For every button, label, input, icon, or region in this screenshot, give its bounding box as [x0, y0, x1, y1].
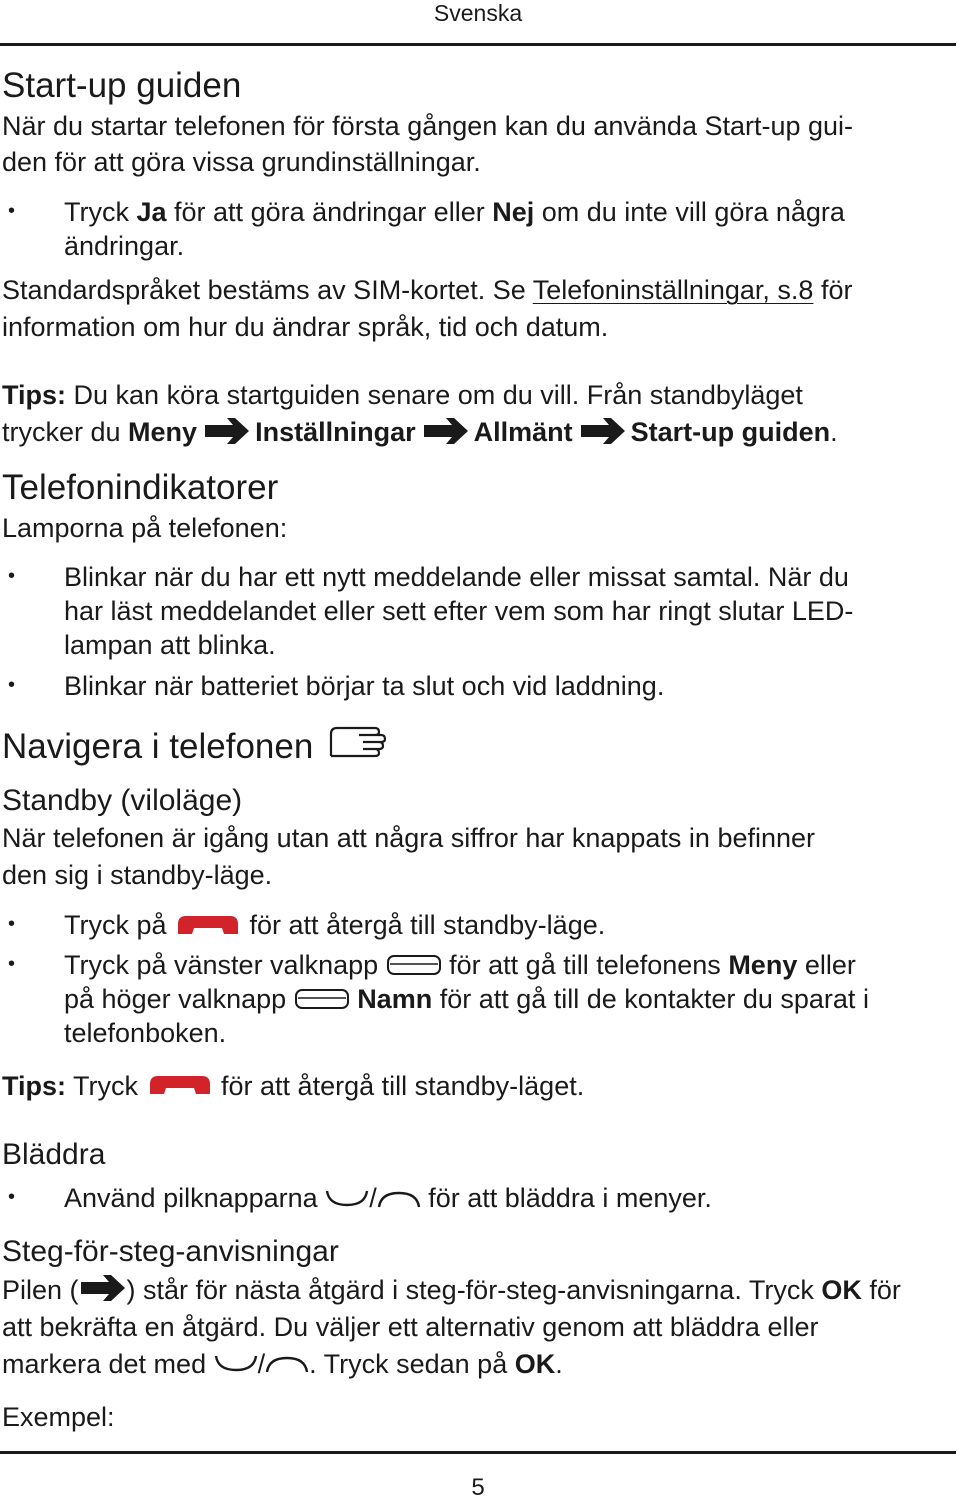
arrow-right-icon: [422, 417, 470, 454]
bullet: •: [8, 200, 16, 222]
bullet: •: [8, 565, 16, 587]
bullet: •: [8, 1186, 16, 1208]
bottom-rule: [0, 1451, 956, 1454]
indicators-bullet1-line2: har läst meddelandet eller sett efter vem som har ringt slutar LED-: [64, 596, 854, 626]
bullet: •: [8, 674, 16, 696]
scroll-up-icon: [265, 1347, 309, 1384]
steps-example: Exempel:: [2, 1402, 115, 1432]
page-number: 5: [471, 1474, 485, 1501]
startup-tips-line1: Tips: Du kan köra startguiden senare om du vill. Från standbyläget: [2, 380, 803, 410]
startup-bullet-line2: ändringar.: [64, 231, 185, 261]
standby-tips: Tips: Tryck för att återgå till standby-läget.: [2, 1068, 584, 1106]
startup-std-line1: Standardspråket bestäms av SIM-kortet. Se Telefoninställningar, s.8 för: [2, 275, 853, 305]
steps-line2: att bekräfta en åtgärd. Du väljer ett alternativ genom att bläddra eller: [2, 1312, 819, 1342]
standby-bullet2-line2: på höger valknapp Namn för att gå till de kontakter du sparat i: [64, 982, 954, 1018]
scroll-bullet: Använd pilknapparna / för att bläddra i menyer.: [64, 1181, 954, 1217]
scroll-heading: Bläddra: [2, 1138, 106, 1171]
indicators-heading: Telefonindikatorer: [2, 468, 279, 507]
end-call-key-icon: [174, 910, 242, 944]
indicators-bullet1-line3: lampan att blinka.: [64, 630, 276, 660]
startup-std-line2: information om hur du ändrar språk, tid och datum.: [2, 312, 609, 342]
standby-bullet2-line1: Tryck på vänster valknapp för att gå till telefonens Meny eller: [64, 948, 954, 984]
bullet: •: [8, 953, 16, 975]
startup-intro-line2: den för att göra vissa grundinställningar.: [2, 147, 481, 177]
steps-line3: markera det med / . Tryck sedan på OK.: [2, 1346, 563, 1384]
language-header: Svenska: [433, 0, 523, 26]
standby-para-line1: När telefonen är igång utan att några siffror har knappats in befinner: [2, 823, 816, 853]
indicators-intro: Lamporna på telefonen:: [2, 513, 288, 543]
indicators-bullet1-line1: Blinkar när du har ett nytt meddelande eller missat samtal. När du: [64, 562, 849, 592]
startup-tips-line2: trycker du Meny Inställningar Allmänt Start-up guiden.: [2, 414, 838, 454]
startup-bullet-line1: Tryck Ja för att göra ändringar eller Nej om du inte vill göra några: [64, 197, 845, 227]
left-softkey-icon: [386, 950, 442, 984]
navigate-heading: Navigera i telefonen: [2, 726, 387, 769]
scroll-down-icon: [214, 1347, 258, 1384]
bullet: •: [8, 913, 16, 935]
steps-line1: Pilen ( ) står för nästa åtgärd i steg-för-steg-anvisningarna. Tryck OK för: [2, 1272, 901, 1312]
arrow-right-icon: [203, 417, 251, 454]
startup-heading: Start-up guiden: [2, 66, 242, 105]
indicators-bullet2: Blinkar när batteriet börjar ta slut och vid laddning.: [64, 671, 665, 701]
right-softkey-icon: [294, 984, 350, 1018]
scroll-down-icon: [325, 1183, 369, 1217]
top-rule: [0, 43, 956, 46]
settings-link[interactable]: Telefoninställningar, s.8: [532, 275, 814, 305]
standby-heading: Standby (viloläge): [2, 784, 243, 817]
end-call-key-icon: [146, 1069, 214, 1106]
standby-bullet1: Tryck på för att återgå till standby-läge.: [64, 908, 954, 944]
startup-intro-line1: När du startar telefonen för första gången kan du använda Start-up gui-: [2, 111, 854, 141]
arrow-right-icon: [579, 417, 627, 454]
hand-pointer-icon: [329, 726, 387, 769]
arrow-right-icon: [79, 1274, 127, 1312]
standby-bullet2-line3: telefonboken.: [64, 1018, 227, 1048]
steps-heading: Steg-för-steg-anvisningar: [2, 1235, 339, 1268]
scroll-up-icon: [377, 1183, 421, 1217]
standby-para-line2: den sig i standby-läge.: [2, 860, 273, 890]
